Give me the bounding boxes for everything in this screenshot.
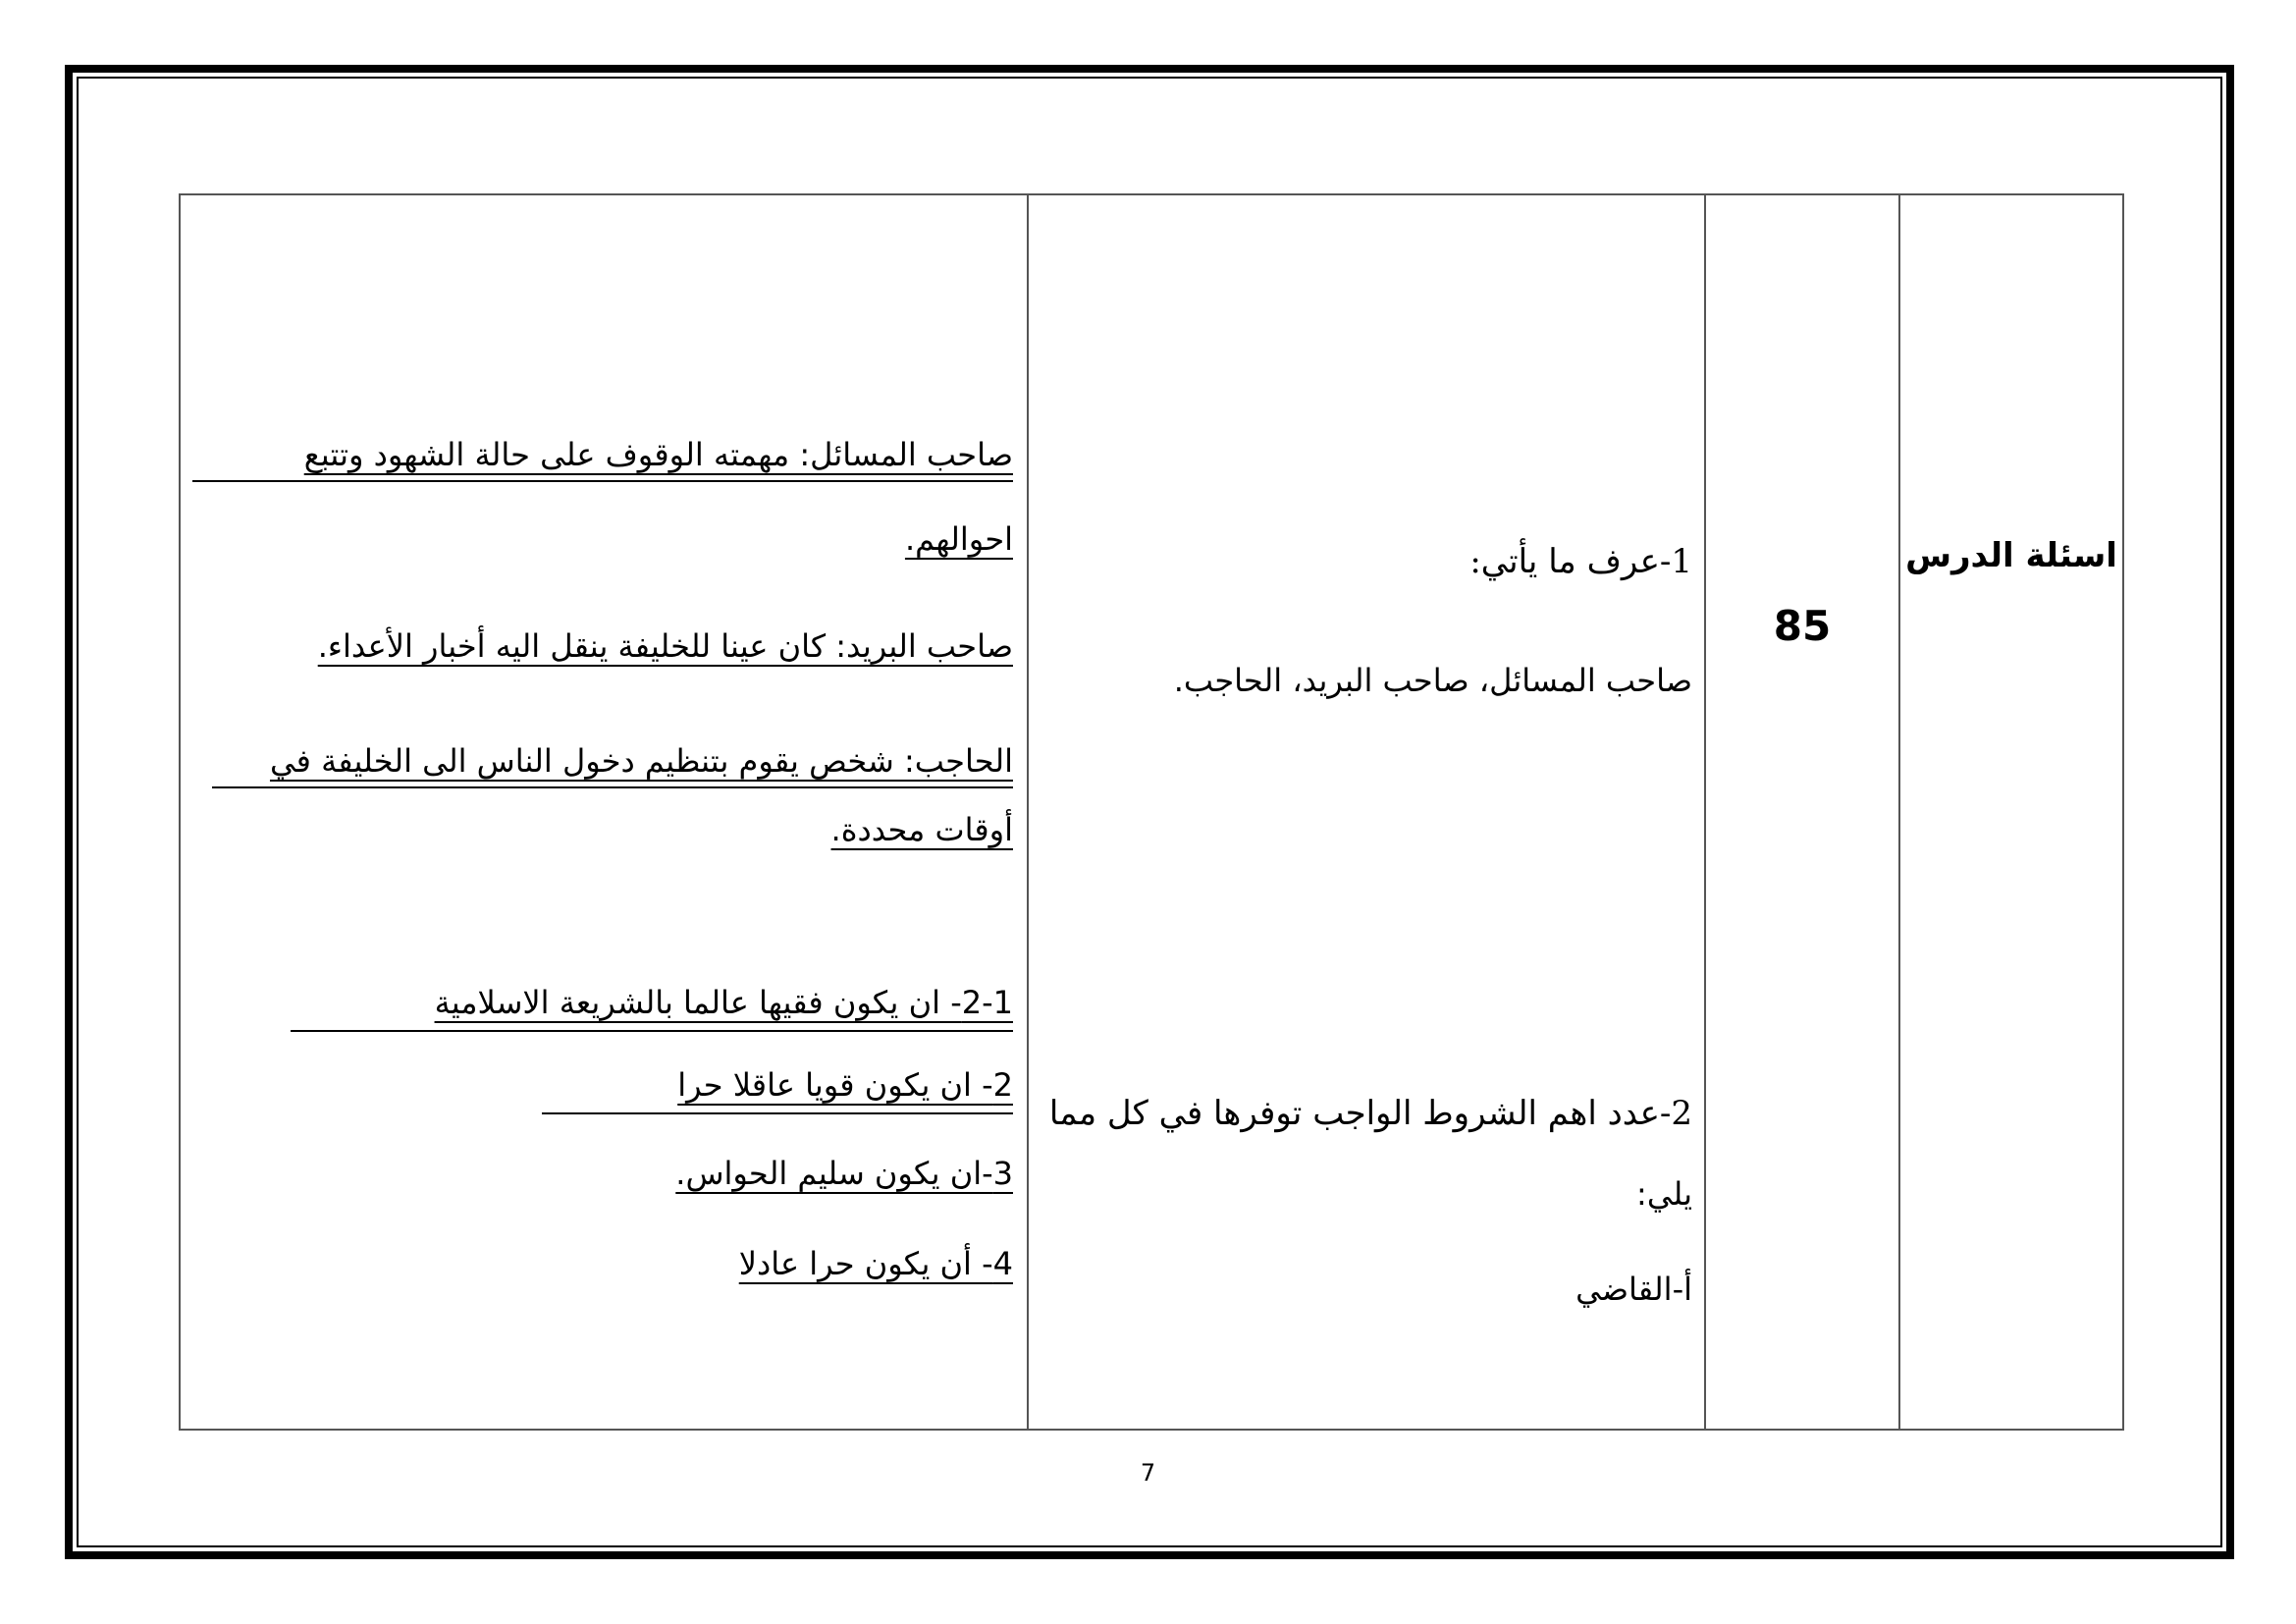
answer-underline-extension: [212, 786, 1013, 788]
answer-line: 2-1- ان يكون فقيها عالما بالشريعة الاسلامية: [434, 984, 1013, 1021]
answer-line: صاحب المسائل: مهمته الوقوف على حالة الشهود وتتبع: [303, 436, 1013, 473]
question-1-terms: صاحب المسائل، صاحب البريد، الحاجب.: [1173, 662, 1692, 699]
question-2-item-judge: أ-القاضي: [1575, 1271, 1692, 1308]
question-2-heading: 2-عدد اهم الشروط الواجب توفرها في كل مما: [1048, 1094, 1692, 1133]
lesson-questions-table: [179, 193, 2124, 1431]
answers-cell: [180, 194, 1028, 1430]
answer-line: 2- ان يكون قويا عاقلا حرا: [677, 1066, 1013, 1104]
page-number: 7: [1140, 1459, 1156, 1487]
answer-underline-extension: [192, 480, 1013, 482]
answer-line: صاحب البريد: كان عينا للخليفة ينقل اليه أخبار الأعداء.: [317, 627, 1013, 665]
question-1-heading: 1-عرف ما يأتي:: [1469, 542, 1692, 581]
answer-line: أوقات محددة.: [830, 811, 1013, 848]
questions-cell: [1028, 194, 1705, 1430]
section-title: اسئلة الدرس: [1905, 536, 2117, 575]
section-title-cell: [1899, 194, 2123, 1430]
answer-line: الحاجب: شخص يقوم بتنظيم دخول الناس الى الخليفة في: [269, 742, 1013, 780]
question-2-continuation: يلي:: [1636, 1175, 1692, 1213]
answer-line: 3-ان يكون سليم الحواس.: [675, 1155, 1013, 1192]
page-reference-cell: [1705, 194, 1899, 1430]
answer-line: 4- أن يكون حرا عادلا: [738, 1245, 1013, 1282]
page-reference-number: 85: [1773, 602, 1832, 650]
answer-underline-extension: [542, 1112, 1013, 1114]
answer-line: احوالهم.: [904, 520, 1013, 558]
answer-underline-extension: [291, 1030, 1013, 1032]
table-row: [180, 194, 2123, 1430]
